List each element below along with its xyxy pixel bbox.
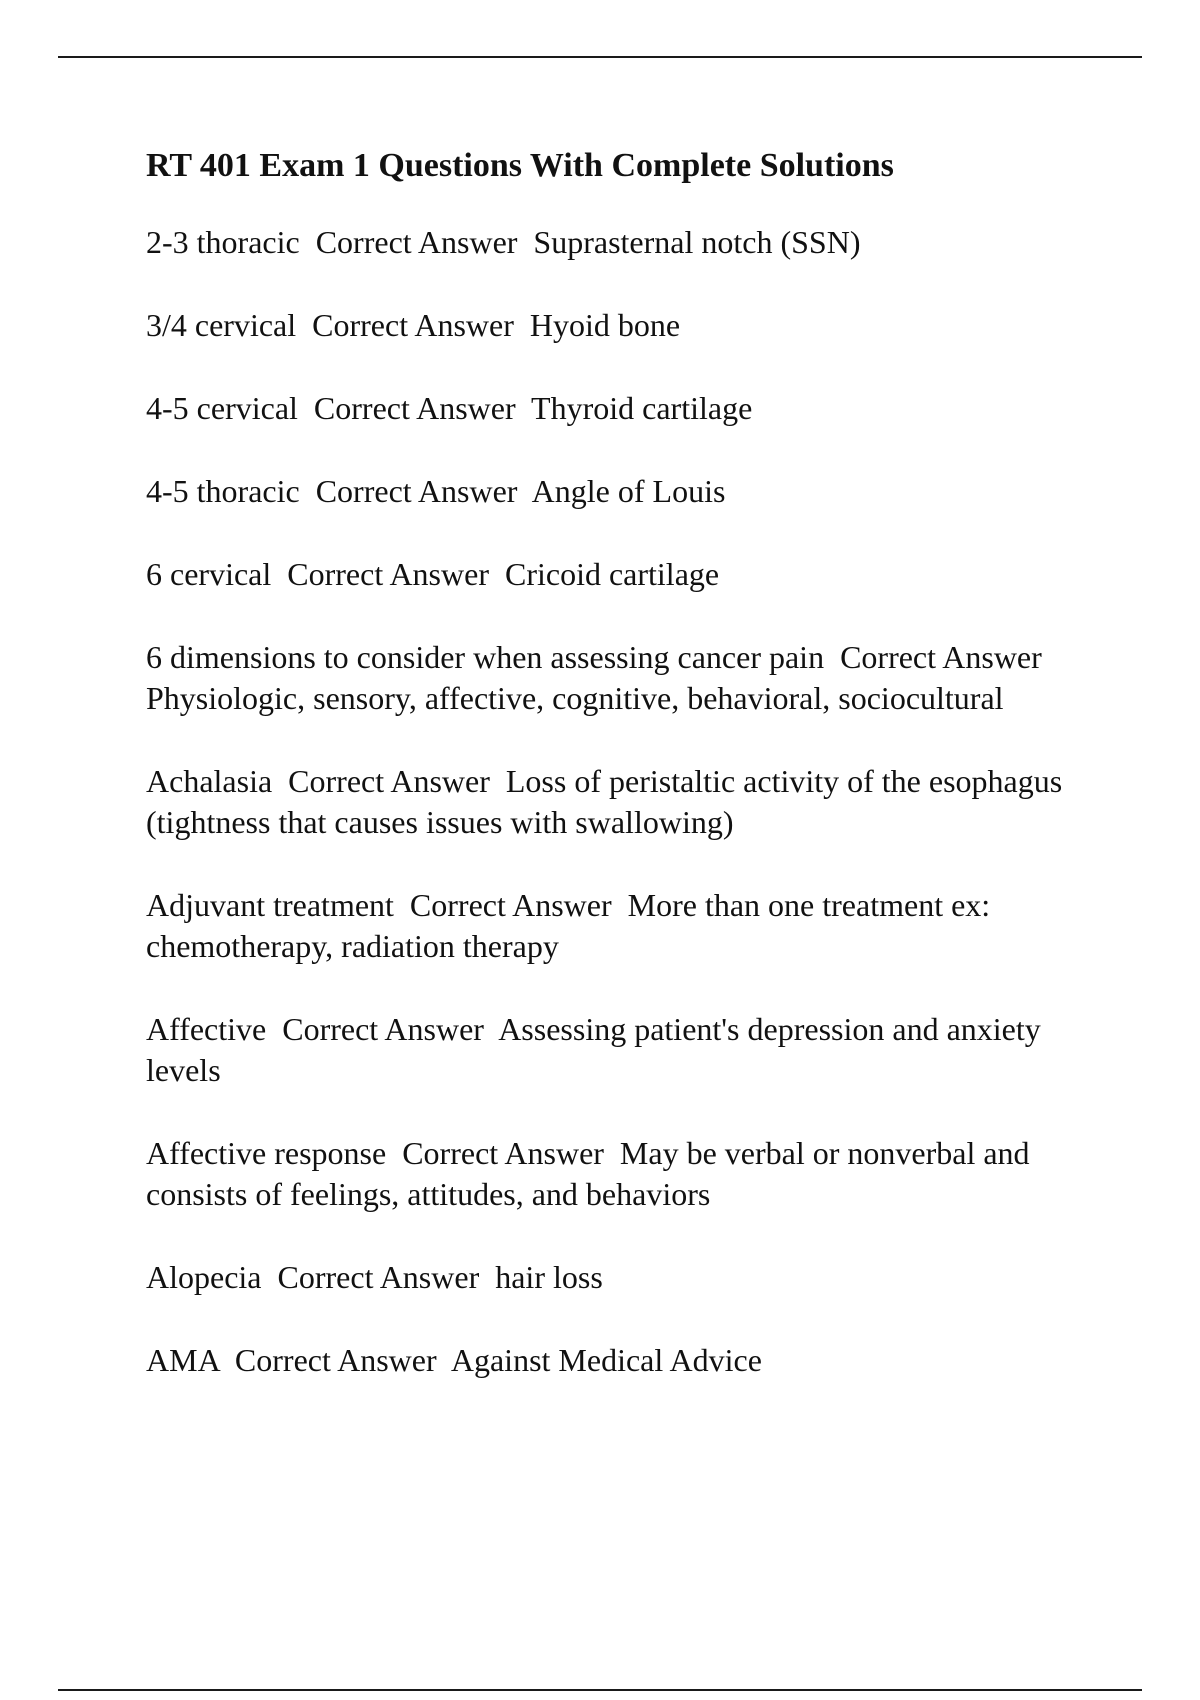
qa-entry: Alopecia Correct Answer hair loss <box>146 1259 603 1295</box>
document-title: RT 401 Exam 1 Questions With Complete Solutions <box>146 147 894 184</box>
qa-entry: Affective Correct Answer Assessing patient's depression and anxiety levels <box>146 1011 1049 1088</box>
qa-entry: 4-5 thoracic Correct Answer Angle of Louis <box>146 473 726 509</box>
qa-entry: Achalasia Correct Answer Loss of peristaltic activity of the esophagus (tightness that causes issues with swallowing) <box>146 763 1071 840</box>
qa-entry: 6 cervical Correct Answer Cricoid cartilage <box>146 556 720 592</box>
qa-entry: 6 dimensions to consider when assessing cancer pain Correct Answer Physiologic, sensory, affective, cognitive, behavioral, sociocultural <box>146 639 1058 716</box>
qa-entry: AMA Correct Answer Against Medical Advice <box>146 1342 762 1378</box>
qa-entry: 4-5 cervical Correct Answer Thyroid cartilage <box>146 390 753 426</box>
qa-entry: 2-3 thoracic Correct Answer Suprasternal notch (SSN) <box>146 224 861 260</box>
qa-entry: Adjuvant treatment Correct Answer More than one treatment ex: chemotherapy, radiation therapy <box>146 887 999 964</box>
document-body <box>146 146 1106 1423</box>
bottom-divider <box>58 1689 1142 1691</box>
qa-entry: Affective response Correct Answer May be verbal or nonverbal and consists of feelings, attitudes, and behaviors <box>146 1135 1038 1212</box>
top-divider <box>58 56 1142 58</box>
qa-entry: 3/4 cervical Correct Answer Hyoid bone <box>146 307 681 343</box>
